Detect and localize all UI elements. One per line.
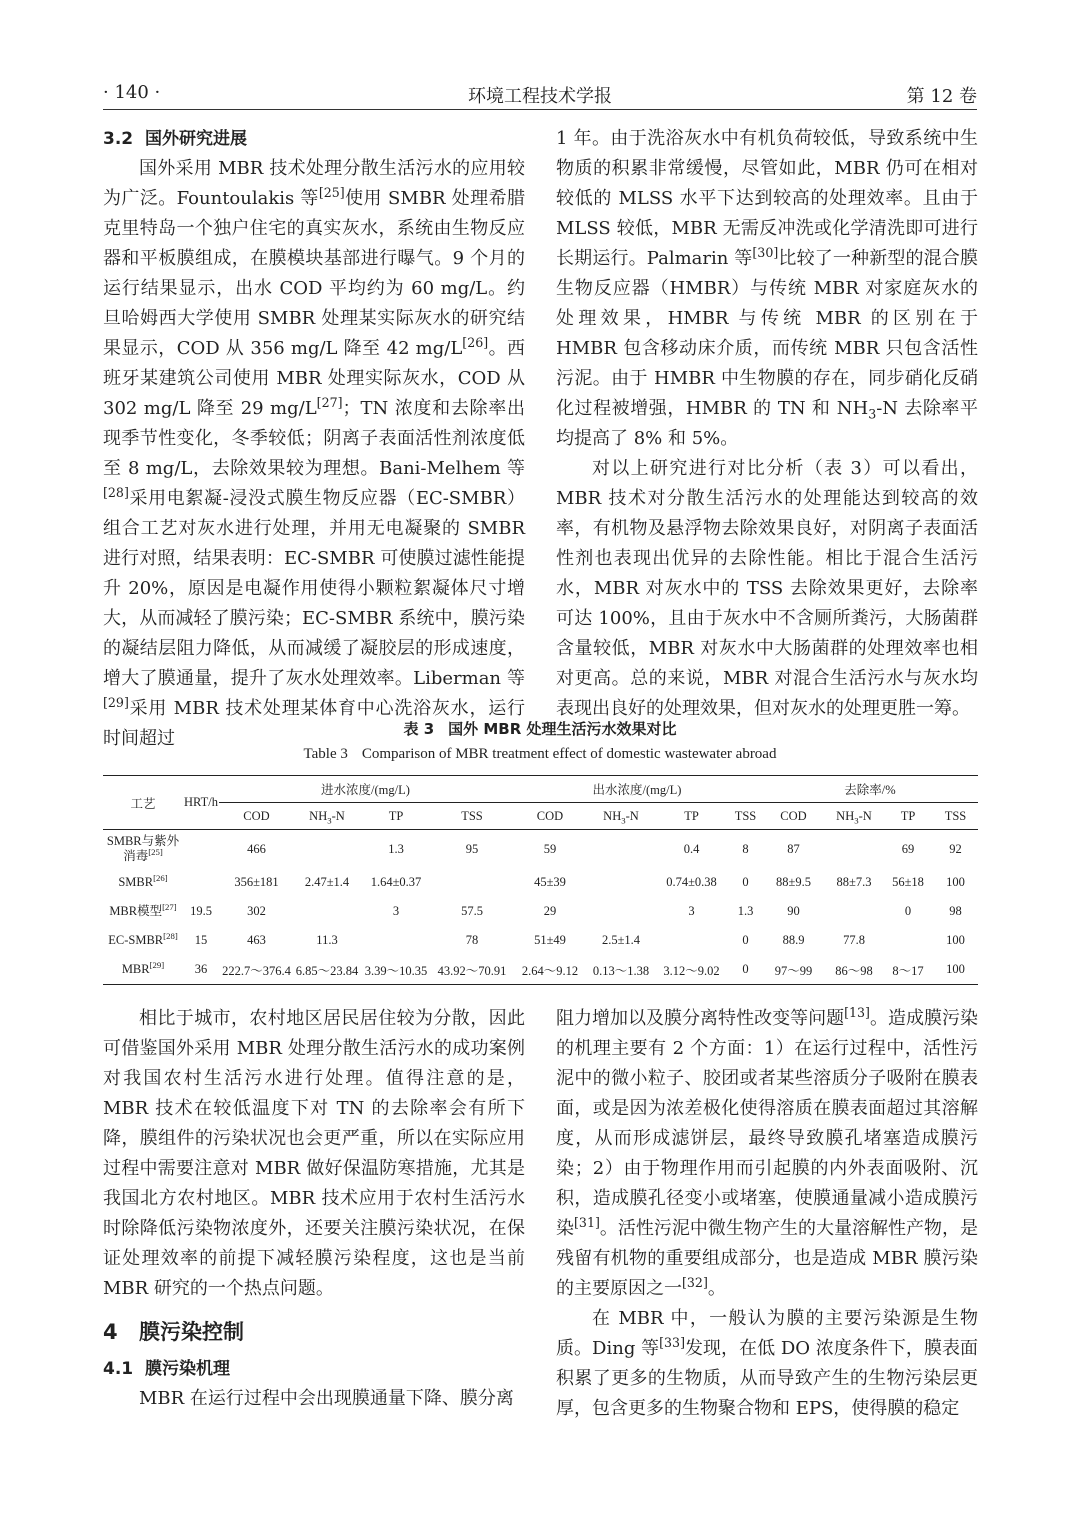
cell: 51±49 (534, 933, 566, 947)
paragraph: 相比于城市，农村地区居民居住较为分散，因此可借鉴国外采用 MBR 处理分散生活污水的成功案例对我国农村生活污水进行处理。值得注意的是，MBR 技术在较低温度下对 TN 的去除率会有所下降，膜组件的污染状况也会更严重，所以在实际应用过程中需要注意对 MBR 做好保温防寒措施，尤其是我国北方农村地区。MBR 技术应用于农村生活污水时除降低污染物浓度外，还要关注膜污染状况，在保证处理效率的前提下减轻膜污染程度，这也是当前 MBR 研究的一个热点问题。 (103, 1008, 525, 1299)
citation: [29] (149, 959, 165, 970)
citation: [28] (163, 930, 178, 941)
cell: 69 (901, 841, 915, 856)
header-rule (103, 109, 977, 110)
cell: 100 (933, 955, 978, 985)
cell: 463 (247, 933, 266, 947)
hrt-cell (183, 868, 219, 897)
text-run: 。西班牙某建筑公司使用 MBR 处理实际灰水，COD 从 302 mg/L 降至 29 mg/L (103, 338, 525, 419)
cell: 57.5 (461, 904, 483, 918)
table-row (103, 926, 978, 955)
cell: 59 (543, 841, 557, 856)
sub-header-nh3n (588, 803, 654, 830)
paragraph (556, 1304, 978, 1424)
sub-header-cod: COD (762, 803, 825, 830)
cell: 92 (949, 841, 962, 856)
citation: [33] (659, 1335, 685, 1350)
cell: 8～17 (883, 955, 933, 985)
process-cell (103, 830, 183, 869)
sub-header-tss: TSS (432, 803, 512, 830)
table-3 (103, 775, 978, 985)
cell: 88.9 (782, 933, 805, 947)
cell: 0 (742, 875, 749, 889)
cell (825, 830, 883, 869)
cell: 98 (949, 904, 962, 918)
cell: 0 (742, 933, 749, 947)
cell: 302 (247, 904, 266, 918)
text-run: -N 去除率平均提高了 8% 和 5%。 (556, 398, 978, 449)
cell (654, 926, 729, 955)
text-run: MBR (121, 962, 150, 976)
cell (432, 868, 512, 897)
cell: 2.47±1.4 (304, 875, 350, 889)
text-run: EC-SMBR (108, 933, 164, 947)
cell: 45±39 (534, 875, 566, 889)
table-row (103, 830, 978, 869)
cell: 29 (543, 904, 557, 918)
cell: 0.74±0.38 (666, 875, 717, 889)
sub-header-tss: TSS (729, 803, 762, 830)
citation: [25] (318, 185, 345, 200)
cell: 97～99 (762, 955, 825, 985)
cell: 3.39～10.35 (360, 955, 432, 985)
cell: 88±7.3 (836, 875, 872, 889)
process-cell (103, 868, 183, 897)
cell (294, 830, 360, 869)
text-run: NH (603, 808, 622, 823)
paragraph (103, 154, 525, 754)
hrt-cell: 19.5 (190, 904, 212, 918)
text-run: NH (309, 808, 328, 823)
cell: 0 (904, 904, 912, 918)
paragraph (556, 1004, 978, 1304)
subscript: 3 (327, 815, 332, 825)
group-header-influent: 进水浓度/(mg/L) (219, 776, 512, 803)
group-header-removal: 去除率/% (762, 776, 978, 803)
cell: 77.8 (843, 933, 865, 947)
journal-title: 环境工程技术学报 (468, 86, 612, 107)
cell: 86～98 (825, 955, 883, 985)
text-run: -N (331, 808, 345, 823)
cell: 78 (465, 933, 479, 947)
cell: 11.3 (316, 933, 338, 947)
text-run: 在 MBR 中，一般认为膜的主要污染源是生物质。Ding 等 (556, 1308, 978, 1359)
text-run: 采用 MBR 技术处理某体育中心洗浴灰水，运行时间超过 (103, 698, 525, 749)
right-column-bottom (556, 1004, 978, 1424)
section-heading-4 (103, 1312, 525, 1352)
sub-header-tp: TP (360, 803, 432, 830)
group-header-effluent: 出水浓度/(mg/L) (512, 776, 762, 803)
sub-header-tss: TSS (933, 803, 978, 830)
sub-header-tp: TP (654, 803, 729, 830)
citation: [25] (148, 846, 163, 857)
text-run: NH (836, 808, 855, 823)
text-run: 阻力增加以及膜分离特性改变等问题 (556, 1008, 845, 1029)
cell: 90 (787, 904, 800, 918)
table-caption-en (103, 746, 977, 763)
citation: [29] (103, 695, 129, 710)
paragraph (556, 124, 978, 454)
text-run: SMBR (118, 875, 154, 889)
cell: 88±9.5 (776, 875, 811, 889)
cell: 1.3 (737, 904, 754, 918)
section-title: 膜污染控制 (139, 1320, 244, 1344)
text-run: 。活性污泥中微生物产生的大量溶解性产物，是残留有机物的重要组成部分，也是造成 MBR 膜污染的主要原因之一 (556, 1218, 979, 1299)
text-run: 1 年。由于洗浴灰水中有机负荷较低，导致系统中生物质的积累非常缓慢，尽管如此，MBR 仍可在相对较低的 MLSS 水平下达到较高的处理效率。且由于 MLSS 较低，MBR 无需反冲洗或化学清洗即可进行长期运行。Palmarin 等 (556, 128, 978, 269)
sub-header-tp: TP (883, 803, 933, 830)
text-run: 消毒 (123, 849, 149, 863)
page-number: · 140 · (103, 82, 161, 103)
section-title: 国外研究进展 (145, 129, 247, 149)
section-heading-4-1 (103, 1354, 525, 1384)
hrt-cell (183, 830, 219, 869)
cell: 87 (787, 841, 800, 856)
citation: [26] (462, 335, 489, 350)
section-title: 膜污染机理 (145, 1359, 230, 1379)
section-heading-3-2 (103, 124, 525, 154)
citation: [27] (316, 395, 343, 410)
sub-header-nh3n (294, 803, 360, 830)
text-run: MBR模型 (109, 904, 163, 918)
citation: [30] (752, 245, 779, 260)
cell: 222.7～376.4 (219, 955, 294, 985)
table-label-en: Table 3 (303, 746, 348, 762)
cell: 2.5±1.4 (601, 933, 641, 947)
hrt-cell: 15 (194, 933, 208, 947)
table-title-en: Comparison of MBR treatment effect of domestic wastewater abroad (361, 746, 777, 762)
cell (360, 926, 432, 955)
cell: 1.64±0.37 (370, 875, 422, 889)
cell: 43.92～70.91 (432, 955, 512, 985)
cell: 356±181 (234, 875, 279, 889)
cell (588, 868, 654, 897)
paragraph: MBR 在运行过程中会出现膜通量下降、膜分离 (139, 1388, 514, 1409)
table-label: 表 3 (403, 720, 435, 738)
citation: [27] (162, 901, 177, 912)
table-row (103, 955, 978, 985)
section-number: 4.1 (103, 1359, 134, 1379)
cell: 100 (946, 875, 965, 889)
text-run: 。造成膜污染的机理主要有 2 个方面：1）在运行过程中，活性污泥中的微小粒子、胶团或者某些溶质分子吸附在膜表面，或是因为浓差极化使得溶质在膜表面超过其溶解度，从而形成滤饼层，最终导致膜孔堵塞造成膜污染；2）由于物理作用而引起膜的内外表面吸附、沉积，造成膜孔径变小或堵塞，使膜通量减小造成膜污染 (556, 1008, 979, 1239)
sub-header-nh3n (825, 803, 883, 830)
paragraph: 对以上研究进行对比分析（表 3）可以看出，MBR 技术对分散生活污水的处理能达到较高的效率，有机物及悬浮物去除效果良好，对阴离子表面活性剂也表现出优异的去除性能。相比于混合生活污水，MBR 对灰水中的 TSS 去除效果更好，去除率可达 100%，且由于灰水中不含厕所粪污，大肠菌群含量较低，MBR 对灰水中大肠菌群的处理效率也相对更高。总的来说，MBR 对混合生活污水与灰水均表现出良好的处理效果，但对灰水的处理更胜一筹。 (556, 458, 978, 719)
text-run: SMBR与紫外 (106, 834, 180, 848)
citation: [32] (682, 1275, 708, 1290)
table-row (103, 868, 978, 897)
citation: [31] (574, 1215, 600, 1230)
right-column-top (556, 124, 978, 724)
text-run: 国外采用 MBR 技术处理分散生活污水的应用较为广泛。Fountoulakis 等 (103, 158, 525, 209)
process-cell (103, 926, 183, 955)
text-run: -N (625, 808, 639, 823)
table-title: 国外 MBR 处理生活污水效果对比 (448, 720, 677, 738)
sub-header-cod: COD (219, 803, 294, 830)
col-header-process: 工艺 (103, 776, 183, 830)
cell: 3.12～9.02 (654, 955, 729, 985)
cell: 3 (688, 904, 695, 918)
process-cell (103, 955, 183, 985)
cell: 466 (247, 841, 266, 856)
cell: 1.3 (388, 841, 404, 856)
subscript: 3 (854, 815, 859, 825)
cell: 95 (465, 841, 479, 856)
cell: 3 (392, 904, 400, 918)
cell (294, 897, 360, 926)
subscript: 3 (621, 815, 626, 825)
text-run: ；TN 浓度和去除率出现季节性变化，冬季较低；阴离子表面活性剂浓度低至 8 mg/L，去除效果较为理想。Bani-Melhem 等 (103, 398, 525, 479)
volume-label: 第 12 卷 (906, 86, 977, 107)
table-row (103, 897, 978, 926)
cell: 0.13～1.38 (588, 955, 654, 985)
running-header (103, 78, 977, 108)
citation: [13] (844, 1005, 870, 1020)
cell: 6.85～23.84 (294, 955, 360, 985)
left-column-top (103, 124, 525, 754)
table-caption-cn (103, 718, 977, 739)
left-column-bottom (103, 1004, 525, 1414)
cell: 0 (729, 955, 762, 985)
cell (588, 897, 654, 926)
cell (825, 897, 883, 926)
text-run: 使用 SMBR 处理希腊克里特岛一个独户住宅的真实灰水，系统由生物反应器和平板膜组成，在膜模块基部进行曝气。9 个月的运行结果显示，出水 COD 平均约为 60 mg/L。约旦哈姆西大学使用 SMBR 处理某实际灰水的研究结果显示，COD 从 356 mg/L 降至 42 mg/L (103, 188, 525, 359)
text-run: 。 (707, 1278, 726, 1299)
cell (588, 830, 654, 869)
process-cell (103, 897, 183, 926)
text-run: 发现，在低 DO 浓度条件下，膜表面积累了更多的生物质，从而导致产生的生物污染层更厚，包含更多的生物聚合物和 EPS，使得膜的稳定 (556, 1338, 978, 1419)
section-number: 4 (103, 1320, 118, 1344)
cell: 56±18 (892, 875, 924, 889)
cell: 0.4 (683, 841, 700, 856)
section-number: 3.2 (103, 129, 134, 149)
citation: [26] (153, 872, 168, 883)
cell (883, 926, 933, 955)
cell: 100 (946, 933, 965, 947)
text-run: 比较了一种新型的混合膜生物反应器（HMBR）与传统 MBR 对家庭灰水的处理效果，HMBR 与传统 MBR 的区别在于 HMBR 包含移动床介质，而传统 MBR 只包含活性污泥。由于 HMBR 中生物膜的存在，同步硝化反硝化过程被增强，HMBR 的 TN 和 NH (556, 248, 978, 419)
text-run: 采用电絮凝-浸没式膜生物反应器（EC-SMBR）组合工艺对灰水进行处理，并用无电凝聚的 SMBR 进行对照，结果表明：EC-SMBR 可使膜过滤性能提升 20%，原因是电凝作用使得小颗粒絮凝体尺寸增大，从而减轻了膜污染；EC-SMBR 系统中，膜污染的凝结层阻力降低，从而减缓了凝胶层的形成速度，增大了膜通量，提升了灰水处理效率。Liberman 等 (103, 488, 525, 689)
cell: 8 (742, 841, 749, 856)
cell: 2.64～9.12 (512, 955, 588, 985)
sub-header-cod: COD (512, 803, 588, 830)
citation: [28] (103, 485, 129, 500)
text-run: -N (858, 808, 872, 823)
col-header-hrt: HRT/h (183, 776, 219, 830)
hrt-cell: 36 (183, 955, 219, 985)
subscript: 3 (868, 406, 877, 422)
